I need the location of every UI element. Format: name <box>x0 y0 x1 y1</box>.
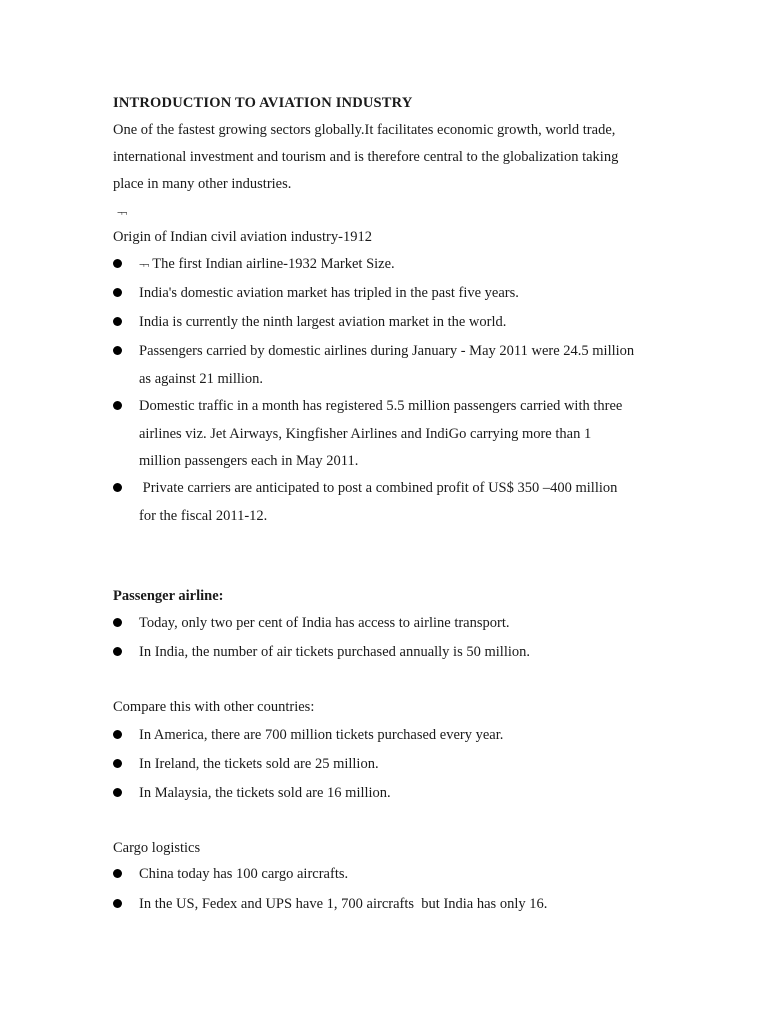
bullet-text <box>139 255 395 275</box>
bullet-text: In the US, Fedex and UPS have 1, 700 aircrafts but India has only 16. <box>139 896 548 912</box>
bullet-text: India's domestic aviation market has tripled in the past five years. <box>139 285 519 301</box>
bullet-text: Today, only two per cent of India has access to airline transport. <box>139 615 510 631</box>
passenger-heading: Passenger airline: <box>113 588 224 604</box>
bullet-dot <box>113 483 122 492</box>
bullet-text: China today has 100 cargo aircrafts. <box>139 866 349 882</box>
bullet-text: In America, there are 700 million tickets purchased every year. <box>139 727 504 743</box>
bullet-dot <box>113 759 122 768</box>
bullet-text: Passengers carried by domestic airlines during January - May 2011 were 24.5 million <box>139 343 635 359</box>
origin-line: Origin of Indian civil aviation industry-1912 <box>113 229 372 245</box>
bullet-text-continuation: airlines viz. Jet Airways, Kingfisher Airlines and IndiGo carrying more than 1 <box>139 426 592 442</box>
bullet-dot <box>113 259 122 268</box>
symbol-mark: ¬¬ <box>117 208 127 219</box>
bullet-dot <box>113 647 122 656</box>
intro-paragraph-line-1: One of the fastest growing sectors globally.It facilitates economic growth, world trade, <box>113 122 616 138</box>
compare-heading: Compare this with other countries: <box>113 699 315 715</box>
bullet-dot <box>113 288 122 297</box>
bullet-dot <box>113 618 122 627</box>
bullet-dot <box>113 346 122 355</box>
bullet-dot <box>113 869 122 878</box>
bullet-text-continuation: for the fiscal 2011-12. <box>139 508 268 524</box>
cargo-heading: Cargo logistics <box>113 840 201 856</box>
bullet-dot <box>113 899 122 908</box>
bullet-text-continuation: as against 21 million. <box>139 371 264 387</box>
bullet-dot <box>113 730 122 739</box>
bullet-dot <box>113 788 122 797</box>
intro-paragraph-line-3: place in many other industries. <box>113 176 292 192</box>
bullet-dot <box>113 401 122 410</box>
bullet-text-continuation: million passengers each in May 2011. <box>139 453 359 469</box>
intro-paragraph-line-2: international investment and tourism and is therefore central to the globalization taking <box>113 149 619 165</box>
symbol-mark: ¬¬ <box>139 260 149 271</box>
bullet-text: Private carriers are anticipated to post a combined profit of US$ 350 –400 million <box>139 480 618 496</box>
bullet-text-content: The first Indian airline-1932 Market Size. <box>152 256 395 272</box>
bullet-text: In Malaysia, the tickets sold are 16 million. <box>139 785 391 801</box>
bullet-text: Domestic traffic in a month has registered 5.5 million passengers carried with three <box>139 398 623 414</box>
bullet-text: In India, the number of air tickets purchased annually is 50 million. <box>139 644 530 660</box>
bullet-text: India is currently the ninth largest aviation market in the world. <box>139 314 507 330</box>
intro-title: INTRODUCTION TO AVIATION INDUSTRY <box>113 95 413 111</box>
bullet-dot <box>113 317 122 326</box>
bullet-text: In Ireland, the tickets sold are 25 million. <box>139 756 379 772</box>
